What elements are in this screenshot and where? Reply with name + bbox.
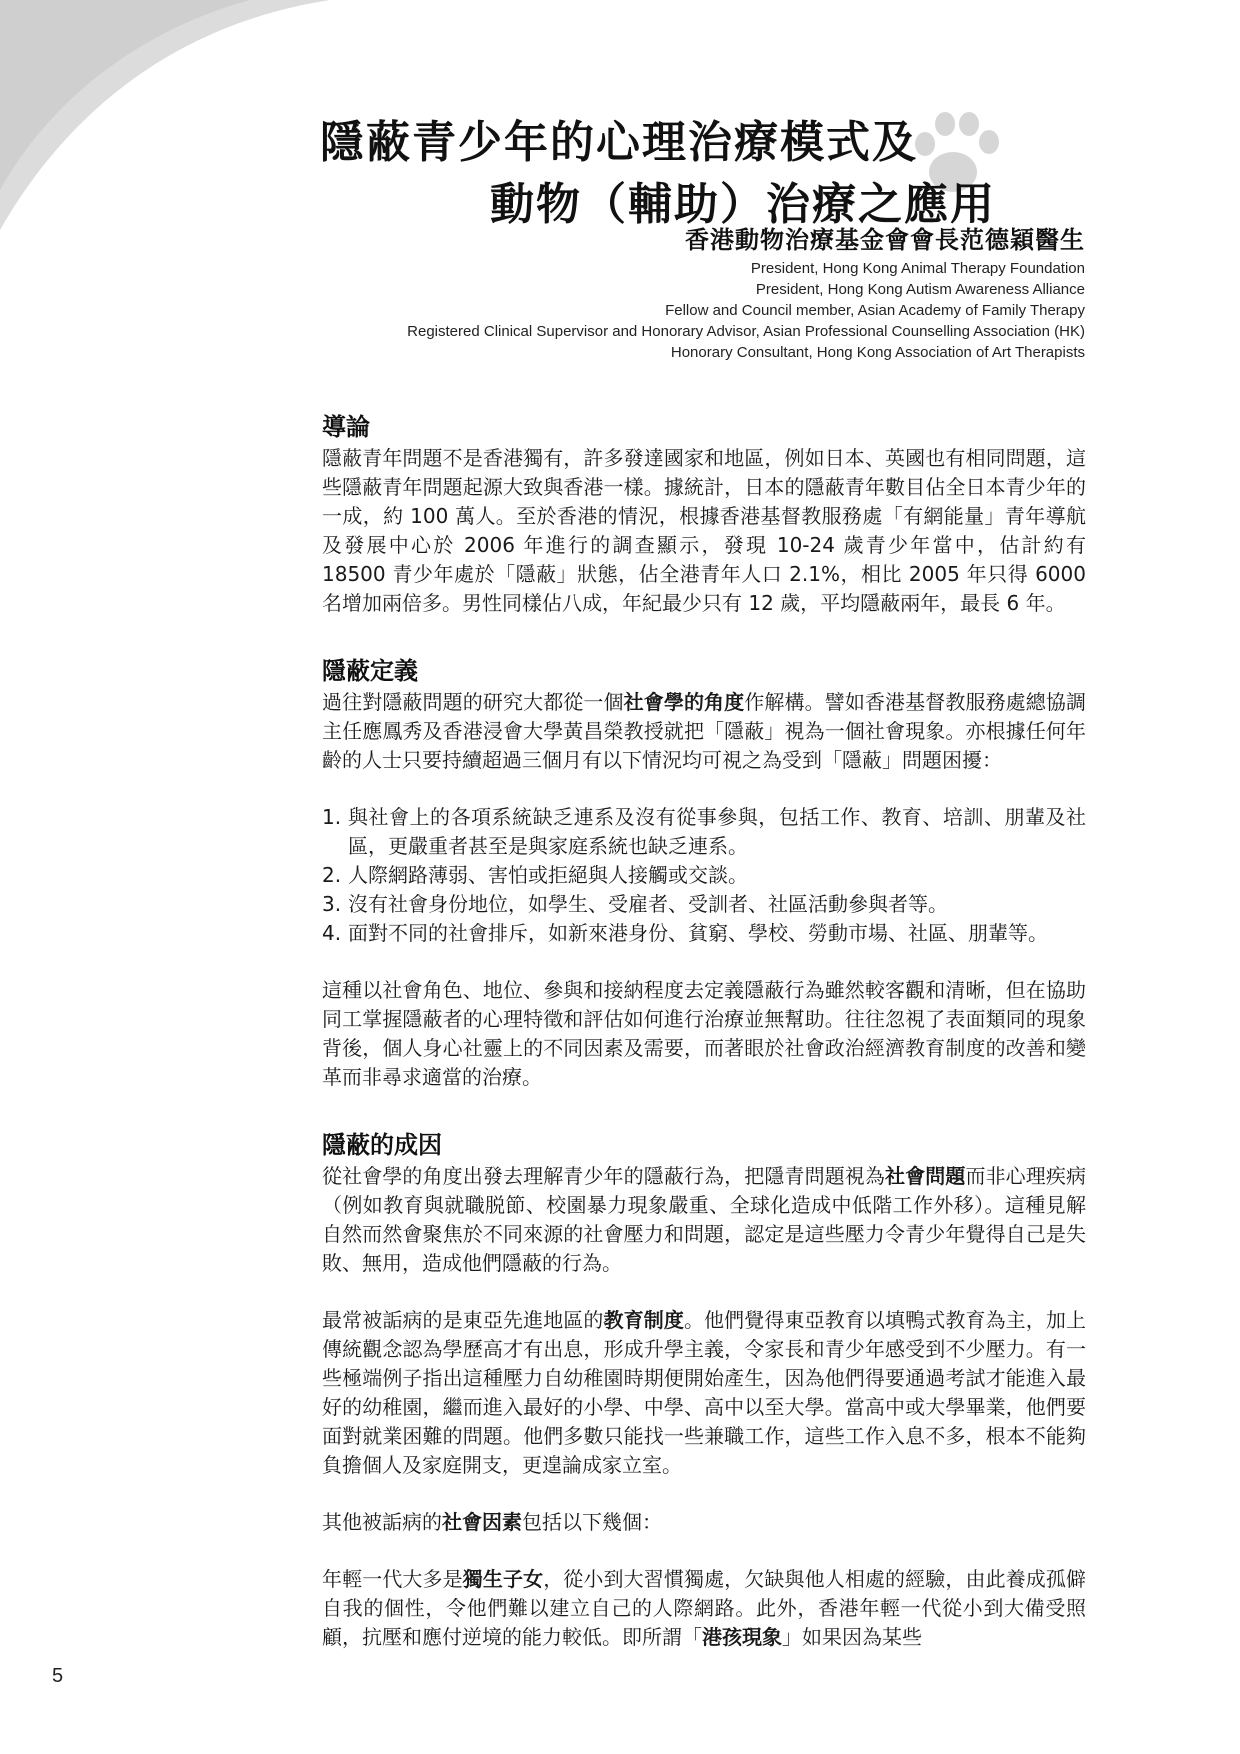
title-line-1: 隱蔽青少年的心理治療模式及 <box>320 117 918 168</box>
definition-paragraph-2: 這種以社會角色、地位、參與和接納程度去定義隱蔽行為雖然較客觀和清晰，但在協助同工掌握隱蔽者的心理特徵和評估如何進行治療並無幫助。往往忽視了表面類同的現象背後，個人身心社靈上的不同因素及需要，而著眼於社會政治經濟教育制度的改善和變革而非尋求適當的治療。 <box>322 978 1086 1089</box>
causes-paragraph-2: 最常被詬病的是東亞先進地區的教育制度。他們覺得東亞教育以填鴨式教育為主，加上傳統觀念認為學歷高才有出息，形成升學主義，令家長和青少年感受到不少壓力。有一些極端例子指出這種壓力自幼稚園時期便開始產生，因為他們得要通過考試才能進入最好的幼稚園，繼而進入最好的小學、中學、高中以至大學。當高中或大學畢業，他們要面對就業困難的問題。他們多數只能找一些兼職工作，這些工作入息不多，根本不能夠負擔個人及家庭開支，更遑論成家立室。 <box>322 1308 1087 1477</box>
affiliation-line: Fellow and Council member, Asian Academy of Family Therapy <box>665 302 1085 319</box>
affiliation-line: President, Hong Kong Autism Awareness Alliance <box>755 281 1085 298</box>
author-name: 香港動物治療基金會會長范德穎醫生 <box>685 226 1085 254</box>
list-item: 4. 面對不同的社會排斥，如新來港身份、貧窮、學校、勞動市場、社區、朋輩等。 <box>322 921 1048 945</box>
causes-paragraph-4: 年輕一代大多是獨生子女，從小到大習慣獨處，欠缺與他人相處的經驗，由此養成孤僻自我的個性，令他們難以建立自己的人際網路。此外，香港年輕一代從小到大備受照顧，抗壓和應付逆境的能力較低。即所謂「港孩現象」如果因為某些 <box>322 1567 1087 1649</box>
affiliation-line: President, Hong Kong Animal Therapy Foundation <box>750 260 1085 277</box>
section-heading-intro: 導論 <box>322 413 370 441</box>
article-title <box>320 112 1100 236</box>
emphasis-text: 獨生子女 <box>462 1567 544 1591</box>
list-item: 2. 人際網路薄弱、害怕或拒絕與人接觸或交談。 <box>322 863 748 887</box>
emphasis-text: 社會學的角度 <box>623 690 745 714</box>
affiliation-line: Registered Clinical Supervisor and Honorary Advisor, Asian Professional Counselling Association (HK) <box>407 323 1085 340</box>
title-line-2: 動物（輔助）治療之應用 <box>490 179 996 230</box>
affiliation-line: Honorary Consultant, Hong Kong Association of Art Therapists <box>670 344 1085 361</box>
list-item: 3. 沒有社會身份地位，如學生、受雇者、受訓者、社區活動參與者等。 <box>322 892 948 916</box>
page-number: 5 <box>52 1665 64 1687</box>
list-item: 1. 與社會上的各項系統缺乏連系及沒有從事參與，包括工作、教育、培訓、朋輩及社區，更嚴重者甚至是與家庭系統也缺乏連系。 <box>322 805 1086 858</box>
emphasis-text: 社會因素 <box>442 1510 522 1534</box>
section-heading-definition: 隱蔽定義 <box>322 657 418 685</box>
intro-paragraph: 隱蔽青年問題不是香港獨有，許多發達國家和地區，例如日本、英國也有相同問題，這些隱蔽青年問題起源大致與香港一樣。據統計，日本的隱蔽青年數目佔全日本青少年的一成，約 100 萬人。至於香港的情況，根據香港基督教服務處「有網能量」青年導航及發展中心於 2006 年進行的調查顯示，發現 10-24 歲青少年當中，估計約有 18500 青少年處於「隱蔽」狀態，佔全港青年人口 2.1%，相比 2005 年只得 6000 名增加兩倍多。男性同樣佔八成，年紀最少只有 12 歲，平均隱蔽兩年，最長 6 年。 <box>322 446 1086 615</box>
author-block <box>265 222 1085 363</box>
causes-paragraph-3: 其他被詬病的社會因素包括以下幾個： <box>322 1510 662 1534</box>
emphasis-text: 社會問題 <box>885 1164 966 1188</box>
definition-paragraph-1: 過往對隱蔽問題的研究大都從一個社會學的角度作解構。譬如香港基督教服務處總協調主任應鳳秀及香港浸會大學黃昌榮教授就把「隱蔽」視為一個社會現象。亦根據任何年齡的人士只要持續超過三個月有以下情況均可視之為受到「隱蔽」問題困擾： <box>322 690 1087 772</box>
definition-list <box>322 803 1086 948</box>
causes-paragraph-1: 從社會學的角度出發去理解青少年的隱蔽行為，把隱青問題視為社會問題而非心理疾病（例如教育與就職脱節、校園暴力現象嚴重、全球化造成中低階工作外移）。這種見解自然而然會聚焦於不同來源的社會壓力和問題，認定是這些壓力令青少年覺得自己是失敗、無用，造成他們隱蔽的行為。 <box>322 1164 1087 1275</box>
emphasis-text: 港孩現象 <box>702 1625 782 1649</box>
section-heading-causes: 隱蔽的成因 <box>322 1131 442 1159</box>
emphasis-text: 教育制度 <box>603 1308 684 1332</box>
article-body <box>322 410 1086 1652</box>
